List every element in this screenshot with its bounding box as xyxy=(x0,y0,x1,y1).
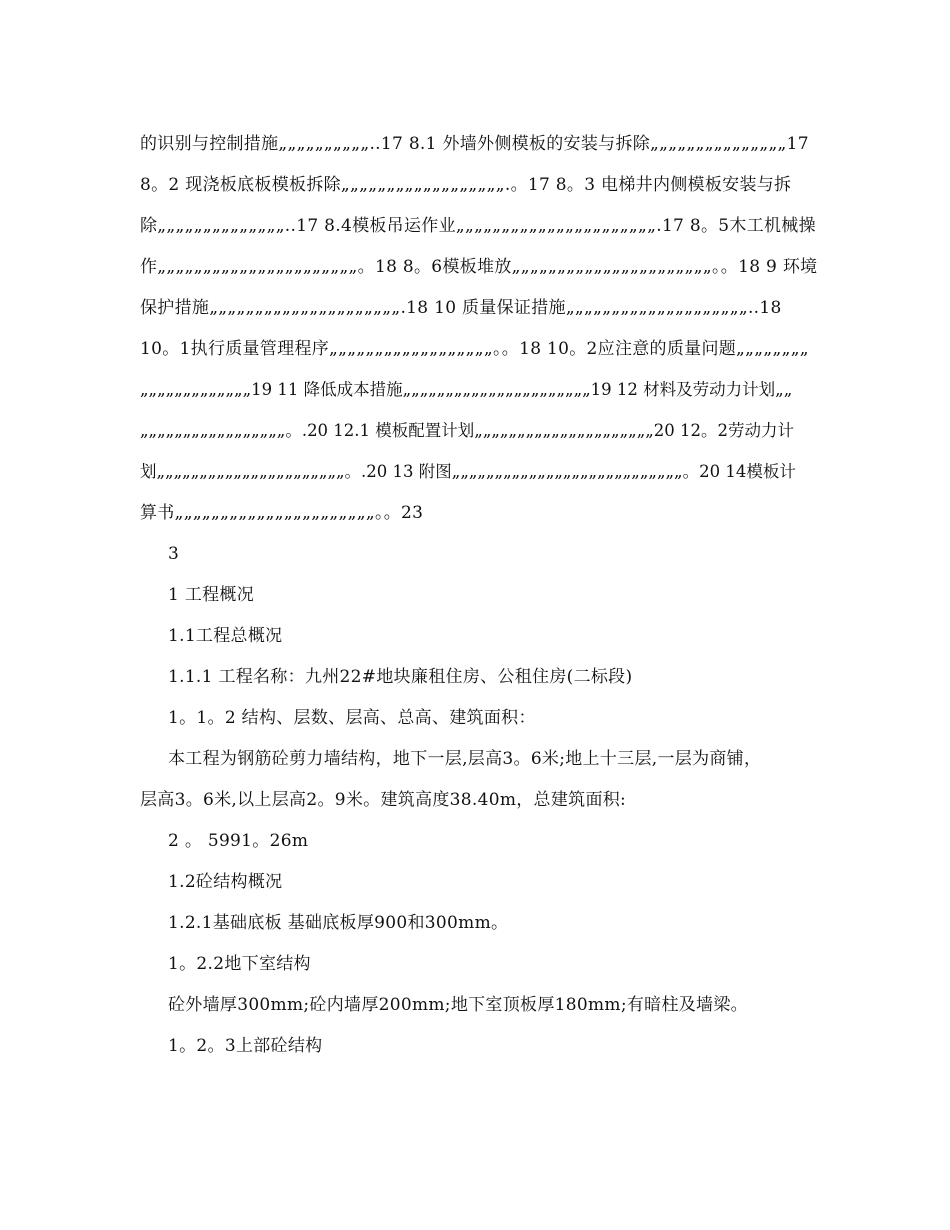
toc-line: „„„„„„„„„„„„„19 11 降低成本措施„„„„„„„„„„„„„„„„„„„„„„19 12 材料及劳动力计划„„ xyxy=(140,380,793,399)
section-heading: 1 工程概况 xyxy=(168,585,255,605)
paragraph: 2 。 5991。26m xyxy=(168,831,309,851)
toc-line: 算书„„„„„„„„„„„„„„„„„„„„„„。。23 xyxy=(140,503,424,523)
subsection-heading: 1.1工程总概况 xyxy=(168,626,283,646)
toc-line: 作„„„„„„„„„„„„„„„„„„„„„„。18 8。6模板堆放„„„„„„„„„„„„„„„„„„„„„„。。18 9 环境 xyxy=(140,257,818,277)
subsection-heading: 1.2砼结构概况 xyxy=(168,872,283,892)
paragraph: 1.1.1 工程名称：九州22#地块廉租住房、公租住房(二标段) xyxy=(168,667,633,687)
toc-line: „„„„„„„„„„„„„„„„„。.20 12.1 模板配置计划„„„„„„„„„„„„„„„„„„„„„20 12。2劳动力计 xyxy=(140,421,795,440)
paragraph: 1.2.1基础底板 基础底板厚900和300mm。 xyxy=(168,913,509,933)
paragraph: 本工程为钢筋砼剪力墙结构，地下一层,层高3。6米;地上十三层,一层为商铺， xyxy=(168,749,762,769)
page-number: 3 xyxy=(168,544,180,564)
paragraph: 1。1。2 结构、层数、层高、总高、建筑面积： xyxy=(168,708,536,728)
toc-line: 除„„„„„„„„„„„„„„..17 8.4模板吊运作业„„„„„„„„„„„„„„„„„„„„„„.17 8。5木工机械操 xyxy=(140,216,816,236)
paragraph: 1。2.2地下室结构 xyxy=(168,954,311,974)
paragraph: 层高3。6米,以上层高2。9米。建筑高度38.40m，总建筑面积: xyxy=(140,790,627,810)
toc-line: 保护措施„„„„„„„„„„„„„„„„„„„„„.18 10 质量保证措施„„„„„„„„„„„„„„„„„„„„..18 xyxy=(140,298,782,318)
toc-line: 的识别与控制措施„„„„„„„„„„..17 8.1 外墙外侧模板的安装与拆除„„„„„„„„„„„„„„„17 xyxy=(140,134,809,154)
toc-line: 划„„„„„„„„„„„„„„„„„„„„„„。.20 13 附图„„„„„„„„„„„„„„„„„„„„„„„„„„„。20 14模板计 xyxy=(140,462,796,481)
paragraph: 1。2。3上部砼结构 xyxy=(168,1036,323,1056)
toc-line: 8。2 现浇板底板模板拆除„„„„„„„„„„„„„„„„„„.。17 8。3 电梯井内侧模板安装与拆 xyxy=(140,175,792,195)
toc-line: 10。1执行质量管理程序„„„„„„„„„„„„„„„„„„。。18 10。2应注意的质量问题„„„„„„„„ xyxy=(140,339,809,359)
paragraph: 砼外墙厚300mm;砼内墙厚200mm;地下室顶板厚180mm;有暗柱及墙梁。 xyxy=(168,995,748,1015)
